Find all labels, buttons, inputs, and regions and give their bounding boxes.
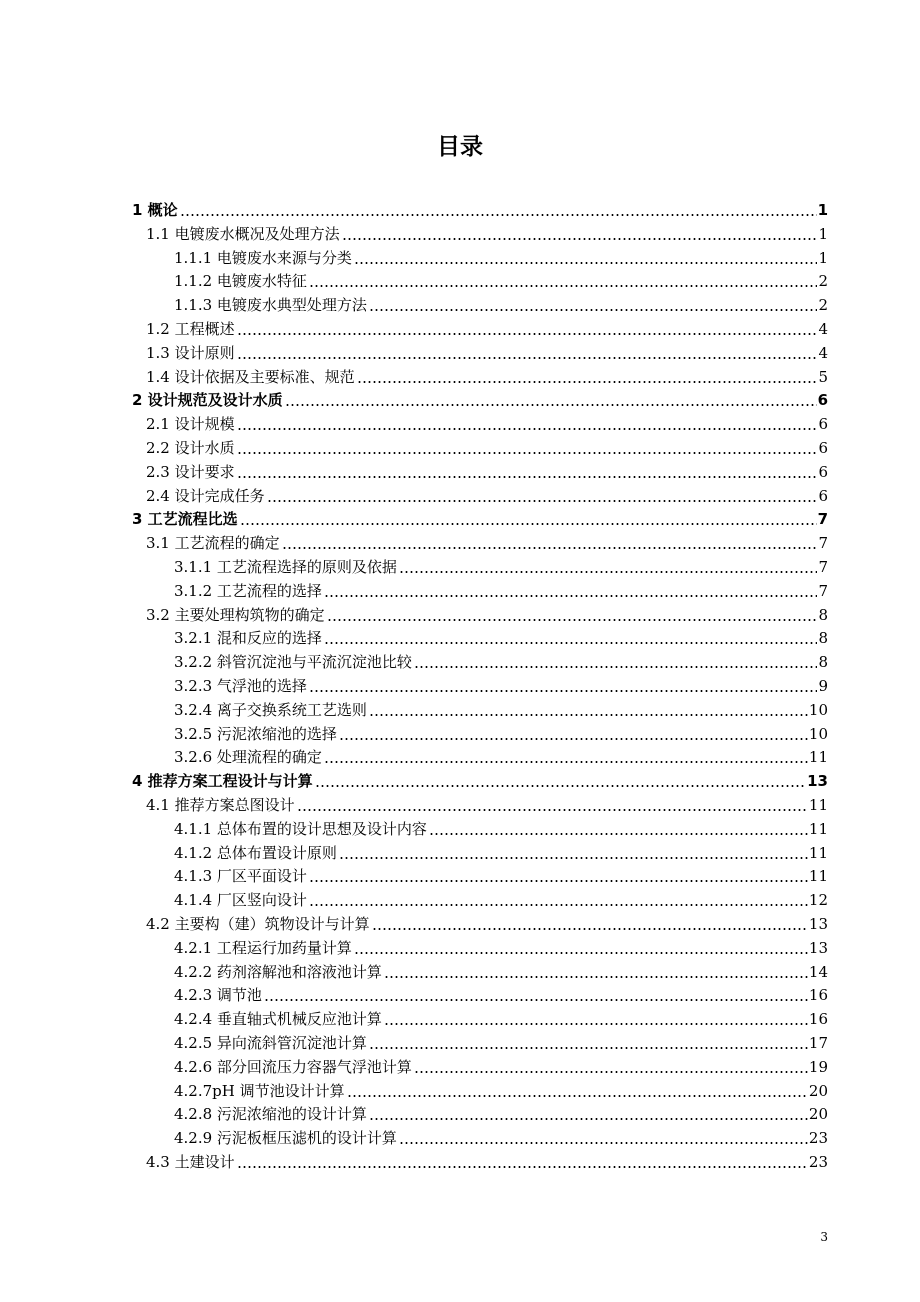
toc-entry-title: 2.4 设计完成任务 [146, 486, 265, 505]
toc-entry[interactable] [174, 839, 828, 863]
toc-dot-leader [369, 309, 818, 311]
toc-dot-leader [180, 214, 817, 216]
toc-entry-page: 13 [807, 772, 828, 791]
toc-dot-leader [237, 452, 818, 454]
toc-entry-title: 3.2 主要处理构筑物的确定 [146, 605, 325, 624]
toc-entry[interactable] [132, 767, 828, 791]
toc-entry[interactable] [146, 482, 828, 506]
toc-entry-page: 8 [818, 653, 828, 672]
toc-entry[interactable] [146, 601, 828, 625]
toc-entry-page: 4 [818, 320, 828, 338]
toc-entry-title: 1.4 设计依据及主要标准、规范 [146, 367, 355, 386]
toc-entry[interactable] [174, 1124, 828, 1148]
toc-entry[interactable] [174, 624, 828, 648]
toc-entry[interactable] [146, 791, 828, 815]
toc-entry-title: 3.2.6 处理流程的确定 [174, 748, 322, 767]
toc-entry-title: 3.2.2 斜管沉淀池与平流沉淀池比较 [174, 653, 412, 672]
toc-entry[interactable] [146, 529, 828, 553]
toc-entry-page: 23 [808, 1129, 828, 1148]
toc-entry[interactable] [146, 410, 828, 434]
toc-entry-title: 4.2.3 调节池 [174, 986, 262, 1005]
toc-entry-title: 4.1.1 总体布置的设计思想及设计内容 [174, 819, 427, 838]
toc-entry-page: 10 [808, 724, 828, 743]
toc-entry[interactable] [174, 1029, 828, 1053]
toc-dot-leader [237, 357, 818, 359]
toc-entry-page: 11 [808, 748, 828, 767]
toc-entry[interactable] [174, 862, 828, 886]
toc-entry-title: 2.1 设计规模 [146, 415, 235, 434]
toc-dot-leader [384, 976, 808, 978]
toc-entry-page: 7 [818, 534, 828, 553]
toc-entry-title: 1 概论 [132, 201, 178, 219]
toc-entry-page: 1 [818, 248, 828, 267]
toc-entry[interactable] [174, 1077, 828, 1101]
toc-entry-page: 17 [808, 1034, 828, 1052]
toc-entry-title: 4.1.3 厂区平面设计 [174, 867, 307, 886]
toc-entry[interactable] [174, 886, 828, 910]
toc-entry-title: 3.1.2 工艺流程的选择 [174, 581, 322, 600]
toc-entry-title: 4.3 土建设计 [146, 1153, 235, 1171]
toc-entry[interactable] [174, 1100, 828, 1124]
toc-entry-title: 3.1.1 工艺流程选择的原则及依据 [174, 558, 397, 576]
toc-dot-leader [237, 476, 818, 478]
toc-entry-page: 7 [818, 581, 828, 600]
toc-entry-title: 4.2.5 异向流斜管沉淀池计算 [174, 1034, 367, 1052]
toc-entry-page: 20 [808, 1081, 828, 1100]
toc-entry-title: 4.2.8 污泥浓缩池的设计计算 [174, 1105, 367, 1124]
toc-entry-page: 4 [818, 343, 828, 362]
toc-entry-page: 11 [808, 819, 828, 838]
toc-dot-leader [414, 1071, 808, 1073]
toc-entry-page: 6 [818, 486, 828, 505]
toc-dot-leader [339, 857, 808, 859]
toc-entry-page: 11 [808, 796, 828, 814]
toc-entry-title: 4.2.4 垂直轴式机械反应池计算 [174, 1010, 382, 1029]
toc-entry[interactable] [146, 220, 828, 244]
toc-dot-leader [309, 690, 818, 692]
toc-entry-title: 2.3 设计要求 [146, 462, 235, 481]
toc-entry-title: 1.1.3 电镀废水典型处理方法 [174, 296, 367, 315]
toc-entry[interactable] [174, 267, 828, 291]
toc-dot-leader [297, 809, 808, 811]
toc-entry-title: 4.1 推荐方案总图设计 [146, 796, 295, 814]
toc-entry[interactable] [174, 696, 828, 720]
toc-dot-leader [354, 952, 808, 954]
toc-entry-title: 1.1 电镀废水概况及处理方法 [146, 224, 340, 243]
toc-entry-page: 6 [818, 415, 828, 434]
toc-entry[interactable] [174, 648, 828, 672]
toc-entry-title: 4.1.4 厂区竖向设计 [174, 891, 307, 910]
toc-entry-title: 4.2.9 污泥板框压滤机的设计计算 [174, 1129, 397, 1148]
toc-entry-page: 13 [808, 915, 828, 933]
toc-dot-leader [240, 523, 817, 525]
toc-entry[interactable] [174, 577, 828, 601]
toc-entry[interactable] [174, 291, 828, 315]
toc-dot-leader [237, 1166, 808, 1168]
toc-dot-leader [327, 619, 818, 621]
toc-entry[interactable] [146, 339, 828, 363]
toc-entry-title: 3.2.5 污泥浓缩池的选择 [174, 724, 337, 743]
toc-entry-title: 4.1.2 总体布置设计原则 [174, 843, 337, 862]
toc-entry-page: 7 [818, 558, 828, 576]
toc-entry-title: 3.1 工艺流程的确定 [146, 534, 280, 553]
toc-dot-leader [372, 928, 808, 930]
toc-dot-leader [309, 904, 808, 906]
toc-entry-page: 20 [808, 1105, 828, 1124]
toc-entry-title: 3 工艺流程比选 [132, 510, 238, 529]
toc-dot-leader [354, 262, 818, 264]
toc-entry-page: 11 [808, 843, 828, 862]
toc-entry-page: 7 [817, 510, 828, 529]
toc-dot-leader [264, 999, 808, 1001]
toc-dot-leader [369, 1047, 808, 1049]
toc-dot-leader [414, 666, 818, 668]
toc-entry-title: 4.2.6 部分回流压力容器气浮池计算 [174, 1057, 412, 1076]
toc-entry-title: 4.2 主要构（建）筑物设计与计算 [146, 915, 370, 933]
toc-entry[interactable] [174, 934, 828, 958]
toc-dot-leader [339, 738, 808, 740]
toc-entry[interactable] [174, 981, 828, 1005]
page-title: 目录 [437, 134, 483, 160]
toc-entry[interactable] [174, 1053, 828, 1077]
toc-dot-leader [324, 642, 818, 644]
toc-entry[interactable] [132, 196, 828, 220]
toc-entry-title: 4.2.2 药剂溶解池和溶液池计算 [174, 962, 382, 981]
toc-entry[interactable] [146, 1148, 828, 1172]
toc-entry-page: 1 [818, 224, 828, 243]
toc-entry-page: 2 [818, 272, 828, 291]
toc-dot-leader [267, 500, 818, 502]
toc-entry-page: 13 [808, 938, 828, 957]
toc-entry-title: 1.1.1 电镀废水来源与分类 [174, 248, 352, 267]
toc-dot-leader [237, 333, 818, 335]
toc-entry-page: 16 [808, 1010, 828, 1029]
toc-dot-leader [309, 880, 808, 882]
toc-entry-title: 4 推荐方案工程设计与计算 [132, 772, 313, 791]
toc-entry-page: 23 [808, 1153, 828, 1171]
toc-entry[interactable] [146, 363, 828, 387]
toc-entry-page: 11 [808, 867, 828, 886]
toc-dot-leader [309, 285, 818, 287]
toc-entry[interactable] [174, 743, 828, 767]
toc-dot-leader [347, 1095, 808, 1097]
toc-dot-leader [324, 761, 808, 763]
toc-entry-page: 9 [818, 677, 828, 695]
toc-entry-title: 1.1.2 电镀废水特征 [174, 272, 307, 291]
toc-dot-leader [237, 428, 818, 430]
toc-entry-page: 10 [808, 700, 828, 719]
toc-entry-title: 3.2.4 离子交换系统工艺选则 [174, 700, 367, 719]
toc-entry[interactable] [146, 315, 828, 339]
toc-entry[interactable] [174, 672, 828, 696]
toc-dot-leader [399, 571, 818, 573]
toc-entry[interactable] [146, 434, 828, 458]
toc-dot-leader [315, 785, 806, 787]
toc-entry-page: 16 [808, 986, 828, 1005]
toc-entry[interactable] [146, 910, 828, 934]
toc-dot-leader [357, 381, 818, 383]
toc-entry[interactable] [132, 505, 828, 529]
toc-entry-title: 2.2 设计水质 [146, 439, 235, 457]
toc-entry-page: 12 [808, 891, 828, 910]
toc-entry[interactable] [132, 386, 828, 410]
toc-dot-leader [342, 238, 818, 240]
toc-entry[interactable] [174, 720, 828, 744]
toc-entry-title: 3.2.3 气浮池的选择 [174, 677, 307, 695]
toc-dot-leader [429, 833, 808, 835]
toc-entry-title: 2 设计规范及设计水质 [132, 391, 283, 410]
toc-entry-title: 4.2.7pH 调节池设计计算 [174, 1081, 345, 1100]
toc-entry-title: 1.2 工程概述 [146, 320, 235, 338]
toc-entry-page: 8 [818, 605, 828, 624]
toc-entry[interactable] [174, 244, 828, 268]
toc-entry-title: 1.3 设计原则 [146, 343, 235, 362]
toc-entry-page: 6 [818, 439, 828, 457]
toc-entry[interactable] [174, 1005, 828, 1029]
toc-entry-page: 5 [818, 367, 828, 386]
toc-dot-leader [285, 404, 817, 406]
toc-dot-leader [399, 1142, 808, 1144]
page-number: 3 [820, 1230, 828, 1244]
toc-dot-leader [369, 1118, 808, 1120]
toc-entry-page: 1 [817, 201, 828, 219]
toc-entry[interactable] [174, 958, 828, 982]
toc-entry-page: 6 [818, 462, 828, 481]
toc-dot-leader [384, 1023, 808, 1025]
toc-dot-leader [282, 547, 818, 549]
toc-entry-page: 2 [818, 296, 828, 315]
toc-entry-page: 8 [818, 629, 828, 648]
toc-dot-leader [369, 714, 808, 716]
toc-entry-page: 19 [808, 1057, 828, 1076]
toc-entry-page: 14 [808, 962, 828, 981]
toc-entry-title: 4.2.1 工程运行加药量计算 [174, 938, 352, 957]
toc-entry[interactable] [146, 458, 828, 482]
toc-dot-leader [324, 595, 818, 597]
toc-entry[interactable] [174, 553, 828, 577]
toc-entry[interactable] [174, 815, 828, 839]
toc-entry-title: 3.2.1 混和反应的选择 [174, 629, 322, 648]
toc-entry-page: 6 [817, 391, 828, 410]
